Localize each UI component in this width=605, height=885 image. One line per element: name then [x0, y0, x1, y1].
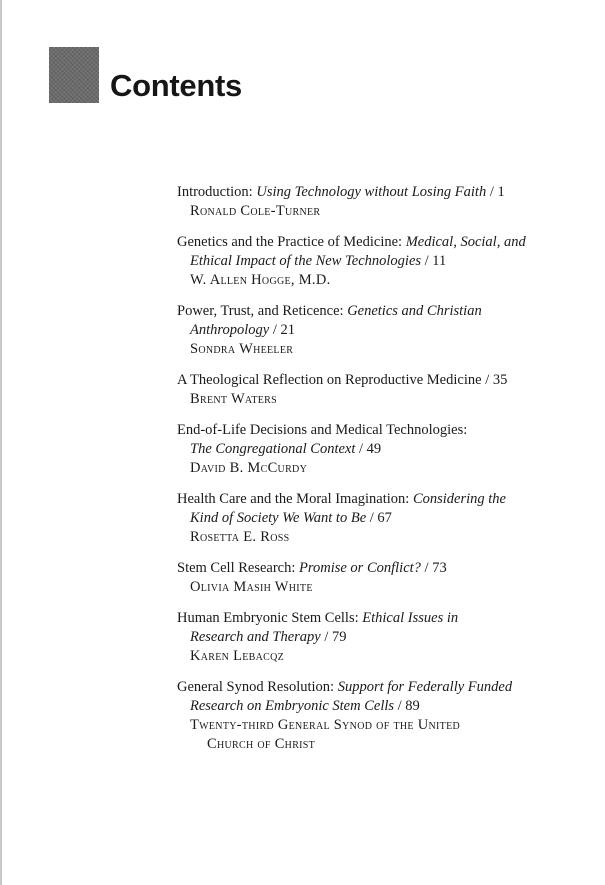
table-of-contents: [177, 183, 587, 766]
toc-title-text: Power, Trust, and Reticence:: [177, 303, 348, 319]
toc-entry-title: [177, 609, 587, 628]
toc-title-subtitle-continued: Ethical Impact of the New Technologies: [190, 253, 422, 269]
toc-entry-author-continued: Church of Christ: [207, 736, 316, 752]
toc-entry-title-continued: [177, 509, 587, 528]
toc-entry-title: [177, 421, 587, 440]
toc-entry-genetics-practice[interactable]: [177, 233, 587, 290]
toc-title-text: Genetics and the Practice of Medicine:: [177, 234, 406, 250]
toc-entry-human-embryonic[interactable]: [177, 609, 587, 666]
toc-title-subtitle: Ethical Issues in: [362, 610, 459, 626]
toc-entry-author: Rosetta E. Ross: [190, 529, 290, 545]
toc-entry-title: [177, 490, 587, 509]
toc-title-text: Health Care and the Moral Imagination:: [177, 491, 413, 507]
toc-entry-title: [177, 233, 587, 252]
toc-title-subtitle: Support for Federally Funded: [337, 679, 513, 695]
toc-entry-power-trust[interactable]: [177, 302, 587, 359]
toc-title-subtitle-continued: The Congregational Context: [190, 441, 356, 457]
toc-entry-title: [177, 559, 587, 578]
toc-entry-author: Karen Lebacqz: [190, 648, 285, 664]
toc-page-number: / 1: [486, 184, 505, 200]
toc-title-subtitle: Promise or Conflict?: [299, 560, 421, 576]
toc-entry-title-continued: [177, 440, 587, 459]
toc-title-text: Stem Cell Research:: [177, 560, 300, 576]
toc-entry-title-continued: [177, 252, 587, 271]
toc-page-number: / 11: [421, 253, 447, 269]
toc-title-subtitle-continued: Research on Embryonic Stem Cells: [190, 698, 395, 714]
toc-title-subtitle-continued: Anthropology: [190, 322, 270, 338]
toc-entry-title-continued: [177, 321, 587, 340]
toc-entry-author: Sondra Wheeler: [190, 341, 294, 357]
toc-title-subtitle: Using Technology without Losing Faith: [256, 184, 487, 200]
toc-entry-title-continued: [177, 628, 587, 647]
toc-entry-end-of-life[interactable]: [177, 421, 587, 478]
page-edge: [0, 0, 2, 885]
toc-entry-author: Brent Waters: [190, 391, 277, 407]
toc-page-number: / 21: [269, 322, 295, 338]
toc-title-subtitle-continued: Kind of Society We Want to Be: [190, 510, 367, 526]
toc-title-text: A Theological Reflection on Reproductive Medicine: [177, 372, 482, 388]
toc-page-number: / 79: [320, 629, 347, 645]
toc-page-number: / 73: [420, 560, 447, 576]
toc-page-number: / 49: [355, 441, 382, 457]
toc-entry-author: W. Allen Hogge, M.D.: [190, 272, 331, 288]
toc-title-subtitle: Medical, Social, and: [405, 234, 526, 250]
toc-title-subtitle-continued: Research and Therapy: [190, 629, 321, 645]
toc-entry-author: Ronald Cole-Turner: [190, 203, 321, 219]
toc-title-text: Introduction:: [177, 184, 257, 200]
toc-title-text: Human Embryonic Stem Cells:: [177, 610, 363, 626]
toc-entry-title: [177, 371, 587, 390]
toc-page-number: / 67: [366, 510, 392, 526]
toc-entry-stem-cell-research[interactable]: [177, 559, 587, 597]
page-title: Contents: [110, 68, 242, 103]
toc-entry-title: [177, 183, 587, 202]
toc-entry-author: Olivia Masih White: [190, 579, 313, 595]
toc-page-number: / 89: [394, 698, 420, 714]
toc-entry-title: [177, 678, 587, 697]
header-decorative-block: [49, 47, 99, 103]
toc-entry-theological-reflection[interactable]: [177, 371, 587, 409]
toc-entry-title-continued: [177, 697, 587, 716]
toc-title-text: End-of-Life Decisions and Medical Technologies:: [177, 422, 468, 438]
toc-entry-introduction[interactable]: [177, 183, 587, 221]
toc-entry-author: David B. McCurdy: [190, 460, 308, 476]
toc-entry-title: [177, 302, 587, 321]
toc-title-subtitle: Genetics and Christian: [347, 303, 482, 319]
toc-entry-author: Twenty-third General Synod of the United: [190, 717, 461, 733]
toc-title-text: General Synod Resolution:: [177, 679, 338, 695]
toc-entry-health-care[interactable]: [177, 490, 587, 547]
toc-page-number: / 35: [481, 372, 508, 388]
toc-title-subtitle: Considering the: [412, 491, 506, 507]
toc-entry-general-synod[interactable]: [177, 678, 587, 754]
